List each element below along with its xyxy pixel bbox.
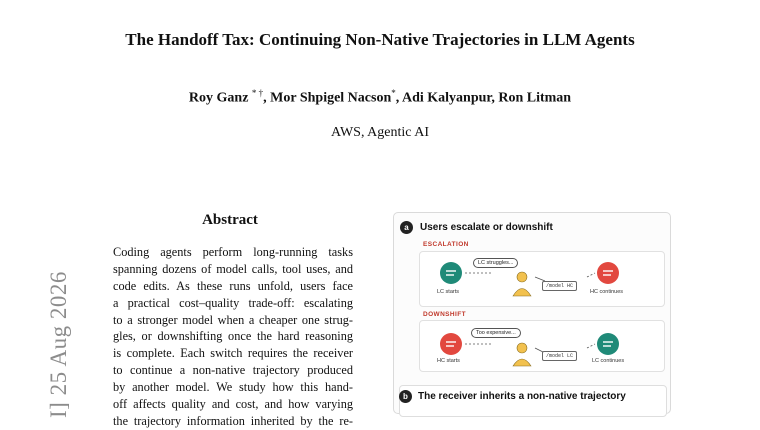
- downshift-connector-right: [587, 344, 595, 348]
- downshift-lc-icon: [597, 333, 619, 355]
- author-list: [0, 88, 760, 107]
- downshift-end-label: LC continues: [592, 358, 625, 364]
- author-2: , Mor Shpigel Nacson: [263, 90, 392, 106]
- abstract-line-3: code edits. As these runs unfold, users face: [113, 278, 353, 293]
- arxiv-stamp: [18, 248, 71, 418]
- abstract-line-10: off affects quality and cost, and how varying: [113, 397, 353, 412]
- paper-title: The Handoff Tax: Continuing Non-Native Trajectories in LLM Agents: [125, 30, 635, 49]
- affiliation: AWS, Agentic AI: [330, 125, 430, 140]
- abstract-line-5: to a stronger model when a cheaper one strug-: [113, 312, 353, 327]
- abstract-body: [113, 244, 353, 430]
- escalation-user-icon: [513, 272, 531, 296]
- escalation-label: ESCALATION: [423, 241, 469, 248]
- panel-b-badge: b: [399, 390, 412, 403]
- panel-a-badge: a: [400, 221, 413, 234]
- author-1-marks: * †: [251, 88, 264, 98]
- downshift-label: DOWNSHIFT: [423, 311, 466, 318]
- escalation-start-label: LC starts: [437, 289, 460, 295]
- panel-b-title: The receiver inherits a non-native trajectory: [418, 391, 626, 402]
- escalation-hc-icon: [597, 262, 619, 284]
- abstract-line-1: Coding agents perform long-running tasks: [113, 245, 353, 259]
- escalation-lc-icon: [440, 262, 462, 284]
- panel-a-title: Users escalate or downshift: [420, 222, 553, 233]
- other-authors: , Adi Kalyanpur, Ron Litman: [395, 90, 572, 106]
- downshift-command: /model LC: [542, 351, 577, 361]
- abstract-line-9: by another model. We study how this hand-: [113, 380, 353, 395]
- abstract-line-2: spanning dozens of model calls, tool uses, and: [113, 261, 353, 276]
- abstract-line-11: the trajectory information inherited by the re-: [113, 413, 353, 428]
- abstract-line-8: to continue a non-native trajectory produced: [113, 363, 353, 378]
- abstract-line-7: is complete. Each switch requires the receiver: [113, 346, 353, 361]
- escalation-bubble: LC struggles...: [473, 258, 518, 268]
- downshift-bubble: Too expensive...: [471, 328, 521, 338]
- downshift-start-label: HC starts: [437, 358, 460, 364]
- abstract-line-6: gles, or downshifting once the hard reasoning: [113, 329, 353, 344]
- escalation-command: /model HC: [542, 281, 577, 291]
- author-2-mark: *: [391, 88, 396, 98]
- escalation-end-label: HC continues: [590, 289, 624, 295]
- abstract-heading: Abstract: [202, 212, 258, 228]
- escalation-diagram: [419, 251, 663, 305]
- downshift-hc-icon: [440, 333, 462, 355]
- abstract-line-4: a practical cost–quality trade-off: escalating: [113, 295, 353, 310]
- author-1: Roy Ganz: [188, 90, 249, 106]
- arxiv-stamp-text: I] 25 Aug 2026: [46, 271, 71, 418]
- downshift-user-icon: [513, 343, 531, 366]
- escalation-connector-right: [587, 273, 595, 277]
